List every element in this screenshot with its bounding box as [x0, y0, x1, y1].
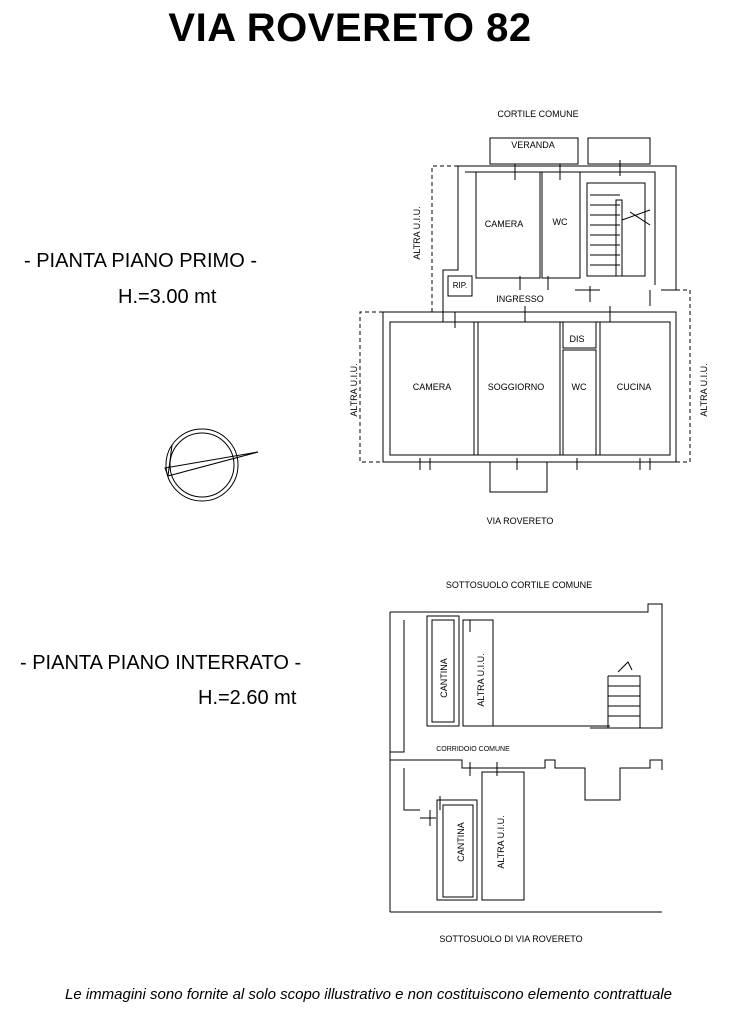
page-title: VIA ROVERETO 82 — [168, 6, 532, 50]
north-arrow-icon — [165, 429, 258, 501]
south-balcony — [490, 462, 547, 492]
label-corridor: CORRIDOIO COMUNE — [436, 746, 510, 753]
label-cucina: CUCINA — [616, 382, 652, 392]
first-floor-height: H.=3.00 mt — [118, 286, 217, 308]
label-cantina-top: CANTINA — [439, 658, 449, 698]
wc-bottom-room — [563, 350, 596, 455]
label-rip: RIP. — [452, 281, 468, 290]
label-veranda: VERANDA — [511, 140, 555, 150]
label-street: VIA ROVERETO — [486, 516, 554, 526]
basement-heading: - PIANTA PIANO INTERRATO - — [20, 652, 302, 674]
label-camera-top: CAMERA — [484, 219, 524, 229]
label-soggiorno: SOGGIORNO — [487, 382, 545, 392]
label-cantina-bottom: CANTINA — [456, 822, 466, 862]
label-other-unit-2: ALTRA U.I.U. — [349, 363, 359, 417]
first-floor-heading: - PIANTA PIANO PRIMO - — [24, 250, 257, 272]
label-other-unit-b1: ALTRA U.I.U. — [476, 653, 486, 707]
basement-height: H.=2.60 mt — [198, 687, 297, 709]
label-other-unit-b2: ALTRA U.I.U. — [496, 815, 506, 869]
label-courtyard: CORTILE COMUNE — [497, 109, 579, 119]
basement-plan — [390, 604, 662, 912]
disclaimer-text: Le immagini sono fornite al solo scopo illustrativo e non costituiscono elemento contrattuale — [64, 986, 672, 1003]
label-street-underground: SOTTOSUOLO DI VIA ROVERETO — [439, 934, 583, 944]
label-ingresso: INGRESSO — [496, 294, 544, 304]
label-wc-top: WC — [552, 217, 568, 227]
label-camera-bottom: CAMERA — [412, 382, 452, 392]
label-other-unit-3: ALTRA U.I.U. — [699, 363, 709, 417]
first-floor-plan — [360, 138, 690, 492]
label-courtyard-underground: SOTTOSUOLO CORTILE COMUNE — [445, 580, 593, 590]
label-dis: DIS — [569, 334, 585, 344]
label-wc-bottom: WC — [571, 382, 587, 392]
label-other-unit-1: ALTRA U.I.U. — [412, 206, 422, 260]
